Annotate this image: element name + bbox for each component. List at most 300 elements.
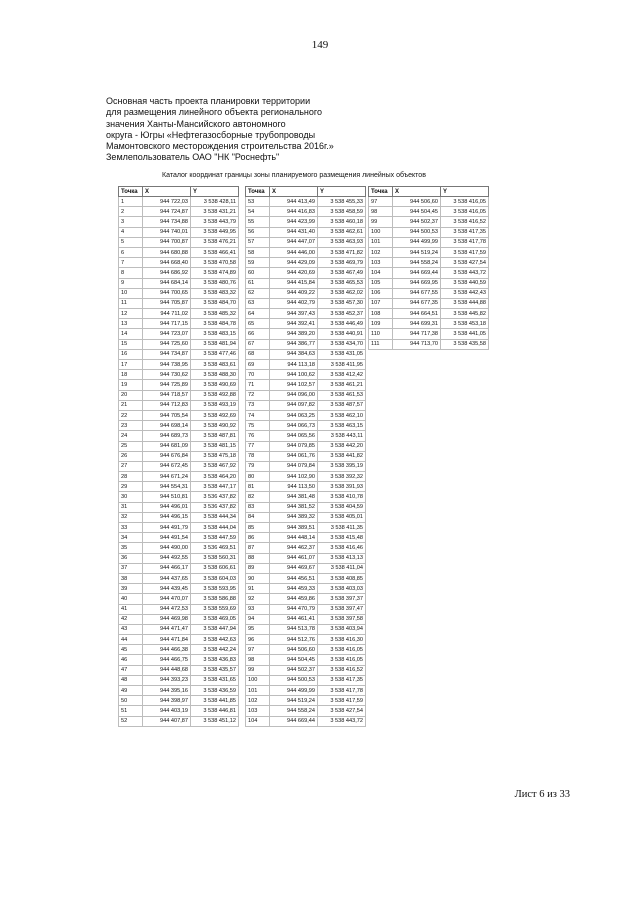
y-cell: 3 538 490,92 bbox=[191, 421, 239, 431]
point-cell: 85 bbox=[246, 523, 270, 533]
x-cell: 944 397,43 bbox=[270, 309, 318, 319]
point-cell: 109 bbox=[369, 319, 393, 329]
point-cell: 52 bbox=[119, 716, 143, 726]
coordinates-table-3 bbox=[368, 186, 489, 350]
point-cell: 103 bbox=[369, 258, 393, 268]
column-header-x: X bbox=[393, 187, 441, 197]
table-row bbox=[119, 431, 239, 441]
point-cell: 96 bbox=[246, 635, 270, 645]
table-row bbox=[119, 298, 239, 308]
x-cell: 944 063,25 bbox=[270, 410, 318, 420]
table-row bbox=[246, 665, 366, 675]
x-cell: 944 459,86 bbox=[270, 594, 318, 604]
point-cell: 81 bbox=[246, 482, 270, 492]
y-cell: 3 538 483,15 bbox=[191, 329, 239, 339]
point-cell: 95 bbox=[246, 624, 270, 634]
point-cell: 88 bbox=[246, 553, 270, 563]
x-cell: 944 672,45 bbox=[143, 461, 191, 471]
table-row bbox=[119, 492, 239, 502]
table-row bbox=[119, 237, 239, 247]
table-row bbox=[119, 329, 239, 339]
table-row bbox=[246, 268, 366, 278]
point-cell: 39 bbox=[119, 584, 143, 594]
table-header-row bbox=[369, 187, 489, 197]
table-row bbox=[369, 268, 489, 278]
table-row bbox=[246, 370, 366, 380]
page-number: 149 bbox=[311, 39, 329, 51]
x-cell: 944 469,67 bbox=[270, 563, 318, 573]
point-cell: 47 bbox=[119, 665, 143, 675]
x-cell: 944 061,76 bbox=[270, 451, 318, 461]
x-cell: 944 512,76 bbox=[270, 635, 318, 645]
y-cell: 3 538 411,04 bbox=[318, 563, 366, 573]
x-cell: 944 065,56 bbox=[270, 431, 318, 441]
table-row bbox=[246, 400, 366, 410]
table-row bbox=[119, 472, 239, 482]
table-row bbox=[119, 675, 239, 685]
y-cell: 3 538 481,94 bbox=[191, 339, 239, 349]
table-row bbox=[369, 207, 489, 217]
point-cell: 74 bbox=[246, 410, 270, 420]
x-cell: 944 472,53 bbox=[143, 604, 191, 614]
x-cell: 944 506,60 bbox=[270, 645, 318, 655]
table-header-row bbox=[246, 187, 366, 197]
y-cell: 3 538 455,33 bbox=[318, 197, 366, 207]
table-row bbox=[246, 675, 366, 685]
x-cell: 944 734,88 bbox=[143, 217, 191, 227]
point-cell: 5 bbox=[119, 237, 143, 247]
y-cell: 3 538 481,15 bbox=[191, 441, 239, 451]
x-cell: 944 403,19 bbox=[143, 706, 191, 716]
x-cell: 944 459,33 bbox=[270, 584, 318, 594]
table-row bbox=[246, 278, 366, 288]
x-cell: 944 469,98 bbox=[143, 614, 191, 624]
x-cell: 944 506,60 bbox=[393, 197, 441, 207]
y-cell: 3 538 467,49 bbox=[318, 268, 366, 278]
point-cell: 71 bbox=[246, 380, 270, 390]
point-cell: 31 bbox=[119, 502, 143, 512]
x-cell: 944 713,70 bbox=[393, 339, 441, 349]
point-cell: 43 bbox=[119, 624, 143, 634]
column-header-y: Y bbox=[191, 187, 239, 197]
point-cell: 82 bbox=[246, 492, 270, 502]
table-row bbox=[119, 502, 239, 512]
point-cell: 105 bbox=[369, 278, 393, 288]
x-cell: 944 456,51 bbox=[270, 573, 318, 583]
table-row bbox=[119, 227, 239, 237]
column-header-point: Точка bbox=[246, 187, 270, 197]
y-cell: 3 538 449,95 bbox=[191, 227, 239, 237]
point-cell: 86 bbox=[246, 533, 270, 543]
table-row bbox=[246, 217, 366, 227]
x-cell: 944 723,07 bbox=[143, 329, 191, 339]
x-cell: 944 416,83 bbox=[270, 207, 318, 217]
y-cell: 3 538 492,88 bbox=[191, 390, 239, 400]
x-cell: 944 705,54 bbox=[143, 410, 191, 420]
y-cell: 3 538 462,02 bbox=[318, 288, 366, 298]
y-cell: 3 538 404,59 bbox=[318, 502, 366, 512]
y-cell: 3 538 417,35 bbox=[441, 227, 489, 237]
x-cell: 944 423,99 bbox=[270, 217, 318, 227]
table-row bbox=[119, 614, 239, 624]
x-cell: 944 500,53 bbox=[270, 675, 318, 685]
x-cell: 944 671,24 bbox=[143, 472, 191, 482]
y-cell: 3 538 606,61 bbox=[191, 563, 239, 573]
y-cell: 3 538 435,57 bbox=[191, 665, 239, 675]
point-cell: 65 bbox=[246, 319, 270, 329]
y-cell: 3 538 417,78 bbox=[441, 237, 489, 247]
point-cell: 27 bbox=[119, 461, 143, 471]
point-cell: 87 bbox=[246, 543, 270, 553]
y-cell: 3 538 593,95 bbox=[191, 584, 239, 594]
table-row bbox=[119, 624, 239, 634]
point-cell: 21 bbox=[119, 400, 143, 410]
point-cell: 55 bbox=[246, 217, 270, 227]
table-row bbox=[119, 421, 239, 431]
table-row bbox=[119, 461, 239, 471]
x-cell: 944 102,57 bbox=[270, 380, 318, 390]
point-cell: 98 bbox=[246, 655, 270, 665]
table-row bbox=[246, 461, 366, 471]
point-cell: 107 bbox=[369, 298, 393, 308]
table-row bbox=[119, 523, 239, 533]
point-cell: 48 bbox=[119, 675, 143, 685]
x-cell: 944 448,14 bbox=[270, 533, 318, 543]
y-cell: 3 538 446,49 bbox=[318, 319, 366, 329]
header-line: для размещения линейного объекта регионального bbox=[106, 107, 322, 118]
point-cell: 53 bbox=[246, 197, 270, 207]
table-row bbox=[119, 635, 239, 645]
point-cell: 61 bbox=[246, 278, 270, 288]
x-cell: 944 700,65 bbox=[143, 288, 191, 298]
point-cell: 79 bbox=[246, 461, 270, 471]
y-cell: 3 538 444,88 bbox=[441, 298, 489, 308]
x-cell: 944 711,02 bbox=[143, 309, 191, 319]
x-cell: 944 490,00 bbox=[143, 543, 191, 553]
y-cell: 3 536 437,82 bbox=[191, 502, 239, 512]
x-cell: 944 402,79 bbox=[270, 298, 318, 308]
point-cell: 104 bbox=[246, 716, 270, 726]
point-cell: 49 bbox=[119, 686, 143, 696]
table-row bbox=[246, 309, 366, 319]
y-cell: 3 538 492,69 bbox=[191, 410, 239, 420]
y-cell: 3 538 469,79 bbox=[318, 258, 366, 268]
y-cell: 3 538 483,61 bbox=[191, 360, 239, 370]
x-cell: 944 499,99 bbox=[393, 237, 441, 247]
y-cell: 3 538 447,94 bbox=[191, 624, 239, 634]
x-cell: 944 491,54 bbox=[143, 533, 191, 543]
table-row bbox=[119, 410, 239, 420]
table-row bbox=[246, 594, 366, 604]
x-cell: 944 684,14 bbox=[143, 278, 191, 288]
y-cell: 3 538 443,72 bbox=[318, 716, 366, 726]
y-cell: 3 538 411,35 bbox=[318, 523, 366, 533]
y-cell: 3 538 416,46 bbox=[318, 543, 366, 553]
point-cell: 97 bbox=[246, 645, 270, 655]
x-cell: 944 102,90 bbox=[270, 472, 318, 482]
table-row bbox=[369, 247, 489, 257]
y-cell: 3 538 443,72 bbox=[441, 268, 489, 278]
point-cell: 10 bbox=[119, 288, 143, 298]
point-cell: 102 bbox=[369, 247, 393, 257]
x-cell: 944 492,55 bbox=[143, 553, 191, 563]
point-cell: 44 bbox=[119, 635, 143, 645]
y-cell: 3 538 485,32 bbox=[191, 309, 239, 319]
x-cell: 944 395,16 bbox=[143, 686, 191, 696]
x-cell: 944 462,37 bbox=[270, 543, 318, 553]
x-cell: 944 113,50 bbox=[270, 482, 318, 492]
y-cell: 3 538 417,78 bbox=[318, 686, 366, 696]
y-cell: 3 538 480,76 bbox=[191, 278, 239, 288]
point-cell: 54 bbox=[246, 207, 270, 217]
x-cell: 944 558,24 bbox=[270, 706, 318, 716]
point-cell: 19 bbox=[119, 380, 143, 390]
x-cell: 944 722,03 bbox=[143, 197, 191, 207]
column-header-point: Точка bbox=[369, 187, 393, 197]
header-line: Землепользователь ОАО "НК "Роснефть" bbox=[106, 152, 280, 163]
x-cell: 944 554,31 bbox=[143, 482, 191, 492]
x-cell: 944 100,62 bbox=[270, 370, 318, 380]
table-row bbox=[246, 410, 366, 420]
table-row bbox=[119, 696, 239, 706]
table-row bbox=[119, 594, 239, 604]
table-row bbox=[119, 482, 239, 492]
point-cell: 20 bbox=[119, 390, 143, 400]
point-cell: 97 bbox=[369, 197, 393, 207]
header-line: значения Ханты-Мансийского автономного bbox=[106, 118, 286, 129]
y-cell: 3 538 476,21 bbox=[191, 237, 239, 247]
point-cell: 2 bbox=[119, 207, 143, 217]
x-cell: 944 470,07 bbox=[143, 594, 191, 604]
y-cell: 3 538 397,47 bbox=[318, 604, 366, 614]
point-cell: 98 bbox=[369, 207, 393, 217]
point-cell: 3 bbox=[119, 217, 143, 227]
table-row bbox=[246, 329, 366, 339]
point-cell: 36 bbox=[119, 553, 143, 563]
table-row bbox=[369, 217, 489, 227]
table-row bbox=[246, 451, 366, 461]
point-cell: 25 bbox=[119, 441, 143, 451]
y-cell: 3 538 431,05 bbox=[318, 349, 366, 359]
point-cell: 16 bbox=[119, 349, 143, 359]
x-cell: 944 686,92 bbox=[143, 268, 191, 278]
point-cell: 51 bbox=[119, 706, 143, 716]
point-cell: 32 bbox=[119, 512, 143, 522]
x-cell: 944 734,87 bbox=[143, 349, 191, 359]
point-cell: 60 bbox=[246, 268, 270, 278]
point-cell: 41 bbox=[119, 604, 143, 614]
y-cell: 3 538 484,78 bbox=[191, 319, 239, 329]
point-cell: 104 bbox=[369, 268, 393, 278]
table-row bbox=[246, 502, 366, 512]
y-cell: 3 538 440,59 bbox=[441, 278, 489, 288]
table-row bbox=[119, 278, 239, 288]
table-row bbox=[246, 380, 366, 390]
header-line: Основная часть проекта планировки территории bbox=[106, 96, 311, 106]
point-cell: 84 bbox=[246, 512, 270, 522]
table-row bbox=[119, 390, 239, 400]
point-cell: 89 bbox=[246, 563, 270, 573]
y-cell: 3 538 444,34 bbox=[191, 512, 239, 522]
y-cell: 3 538 469,05 bbox=[191, 614, 239, 624]
point-cell: 93 bbox=[246, 604, 270, 614]
point-cell: 56 bbox=[246, 227, 270, 237]
y-cell: 3 538 442,24 bbox=[191, 645, 239, 655]
table-row bbox=[369, 309, 489, 319]
table-row bbox=[119, 380, 239, 390]
y-cell: 3 538 411,95 bbox=[318, 360, 366, 370]
table-row bbox=[246, 421, 366, 431]
y-cell: 3 538 586,88 bbox=[191, 594, 239, 604]
point-cell: 83 bbox=[246, 502, 270, 512]
table-row bbox=[119, 247, 239, 257]
point-cell: 90 bbox=[246, 573, 270, 583]
y-cell: 3 538 391,93 bbox=[318, 482, 366, 492]
table-row bbox=[119, 533, 239, 543]
x-cell: 944 705,87 bbox=[143, 298, 191, 308]
table-row bbox=[119, 451, 239, 461]
table-row bbox=[246, 237, 366, 247]
x-cell: 944 448,68 bbox=[143, 665, 191, 675]
table-row bbox=[246, 696, 366, 706]
table-row bbox=[246, 431, 366, 441]
x-cell: 944 519,24 bbox=[270, 696, 318, 706]
y-cell: 3 538 436,83 bbox=[191, 655, 239, 665]
point-cell: 99 bbox=[246, 665, 270, 675]
y-cell: 3 538 434,70 bbox=[318, 339, 366, 349]
y-cell: 3 538 441,82 bbox=[318, 451, 366, 461]
x-cell: 944 079,85 bbox=[270, 441, 318, 451]
y-cell: 3 538 395,19 bbox=[318, 461, 366, 471]
y-cell: 3 538 416,05 bbox=[318, 645, 366, 655]
table-row bbox=[246, 197, 366, 207]
table-row bbox=[246, 207, 366, 217]
y-cell: 3 538 397,37 bbox=[318, 594, 366, 604]
table-row bbox=[119, 543, 239, 553]
table-row bbox=[369, 319, 489, 329]
y-cell: 3 538 464,20 bbox=[191, 472, 239, 482]
column-header-x: X bbox=[270, 187, 318, 197]
y-cell: 3 538 604,03 bbox=[191, 573, 239, 583]
y-cell: 3 538 490,69 bbox=[191, 380, 239, 390]
y-cell: 3 538 397,58 bbox=[318, 614, 366, 624]
x-cell: 944 717,15 bbox=[143, 319, 191, 329]
table-row bbox=[246, 390, 366, 400]
table-row bbox=[119, 349, 239, 359]
point-cell: 106 bbox=[369, 288, 393, 298]
y-cell: 3 538 442,63 bbox=[191, 635, 239, 645]
y-cell: 3 538 465,53 bbox=[318, 278, 366, 288]
table-row bbox=[246, 288, 366, 298]
x-cell: 944 389,51 bbox=[270, 523, 318, 533]
x-cell: 944 447,07 bbox=[270, 237, 318, 247]
x-cell: 944 466,17 bbox=[143, 563, 191, 573]
table-row bbox=[119, 288, 239, 298]
x-cell: 944 669,44 bbox=[393, 268, 441, 278]
point-cell: 101 bbox=[369, 237, 393, 247]
table-row bbox=[119, 716, 239, 726]
table-row bbox=[119, 319, 239, 329]
y-cell: 3 538 452,37 bbox=[318, 309, 366, 319]
table-row bbox=[119, 604, 239, 614]
x-cell: 944 502,37 bbox=[270, 665, 318, 675]
x-cell: 944 413,49 bbox=[270, 197, 318, 207]
y-cell: 3 538 444,04 bbox=[191, 523, 239, 533]
y-cell: 3 538 458,59 bbox=[318, 207, 366, 217]
document-header bbox=[106, 96, 436, 164]
table-row bbox=[246, 706, 366, 716]
table-row bbox=[369, 258, 489, 268]
y-cell: 3 538 416,05 bbox=[441, 197, 489, 207]
table-row bbox=[246, 482, 366, 492]
x-cell: 944 698,14 bbox=[143, 421, 191, 431]
table-row bbox=[119, 706, 239, 716]
y-cell: 3 538 463,93 bbox=[318, 237, 366, 247]
x-cell: 944 558,24 bbox=[393, 258, 441, 268]
x-cell: 944 470,79 bbox=[270, 604, 318, 614]
point-cell: 80 bbox=[246, 472, 270, 482]
column-header-y: Y bbox=[441, 187, 489, 197]
table-row bbox=[119, 217, 239, 227]
point-cell: 29 bbox=[119, 482, 143, 492]
x-cell: 944 491,79 bbox=[143, 523, 191, 533]
y-cell: 3 538 416,52 bbox=[318, 665, 366, 675]
point-cell: 34 bbox=[119, 533, 143, 543]
point-cell: 64 bbox=[246, 309, 270, 319]
x-cell: 944 513,78 bbox=[270, 624, 318, 634]
x-cell: 944 496,01 bbox=[143, 502, 191, 512]
table-row bbox=[246, 584, 366, 594]
table-row bbox=[246, 227, 366, 237]
table-row bbox=[119, 563, 239, 573]
y-cell: 3 538 416,05 bbox=[441, 207, 489, 217]
y-cell: 3 538 427,54 bbox=[318, 706, 366, 716]
point-cell: 7 bbox=[119, 258, 143, 268]
y-cell: 3 538 412,42 bbox=[318, 370, 366, 380]
table-row bbox=[119, 197, 239, 207]
table-row bbox=[246, 716, 366, 726]
x-cell: 944 384,63 bbox=[270, 349, 318, 359]
y-cell: 3 538 417,35 bbox=[318, 675, 366, 685]
x-cell: 944 381,52 bbox=[270, 502, 318, 512]
y-cell: 3 538 431,21 bbox=[191, 207, 239, 217]
table-row bbox=[246, 247, 366, 257]
x-cell: 944 677,55 bbox=[393, 288, 441, 298]
table-row bbox=[369, 288, 489, 298]
y-cell: 3 538 416,05 bbox=[318, 655, 366, 665]
table-row bbox=[119, 370, 239, 380]
y-cell: 3 538 441,85 bbox=[191, 696, 239, 706]
x-cell: 944 725,89 bbox=[143, 380, 191, 390]
table-row bbox=[246, 624, 366, 634]
x-cell: 944 680,88 bbox=[143, 247, 191, 257]
point-cell: 8 bbox=[119, 268, 143, 278]
x-cell: 944 066,73 bbox=[270, 421, 318, 431]
point-cell: 73 bbox=[246, 400, 270, 410]
table-row bbox=[119, 686, 239, 696]
y-cell: 3 538 462,61 bbox=[318, 227, 366, 237]
x-cell: 944 471,84 bbox=[143, 635, 191, 645]
y-cell: 3 538 467,92 bbox=[191, 461, 239, 471]
column-header-x: X bbox=[143, 187, 191, 197]
y-cell: 3 538 461,53 bbox=[318, 390, 366, 400]
point-cell: 103 bbox=[246, 706, 270, 716]
point-cell: 1 bbox=[119, 197, 143, 207]
point-cell: 23 bbox=[119, 421, 143, 431]
point-cell: 92 bbox=[246, 594, 270, 604]
table-row bbox=[246, 533, 366, 543]
y-cell: 3 538 471,82 bbox=[318, 247, 366, 257]
